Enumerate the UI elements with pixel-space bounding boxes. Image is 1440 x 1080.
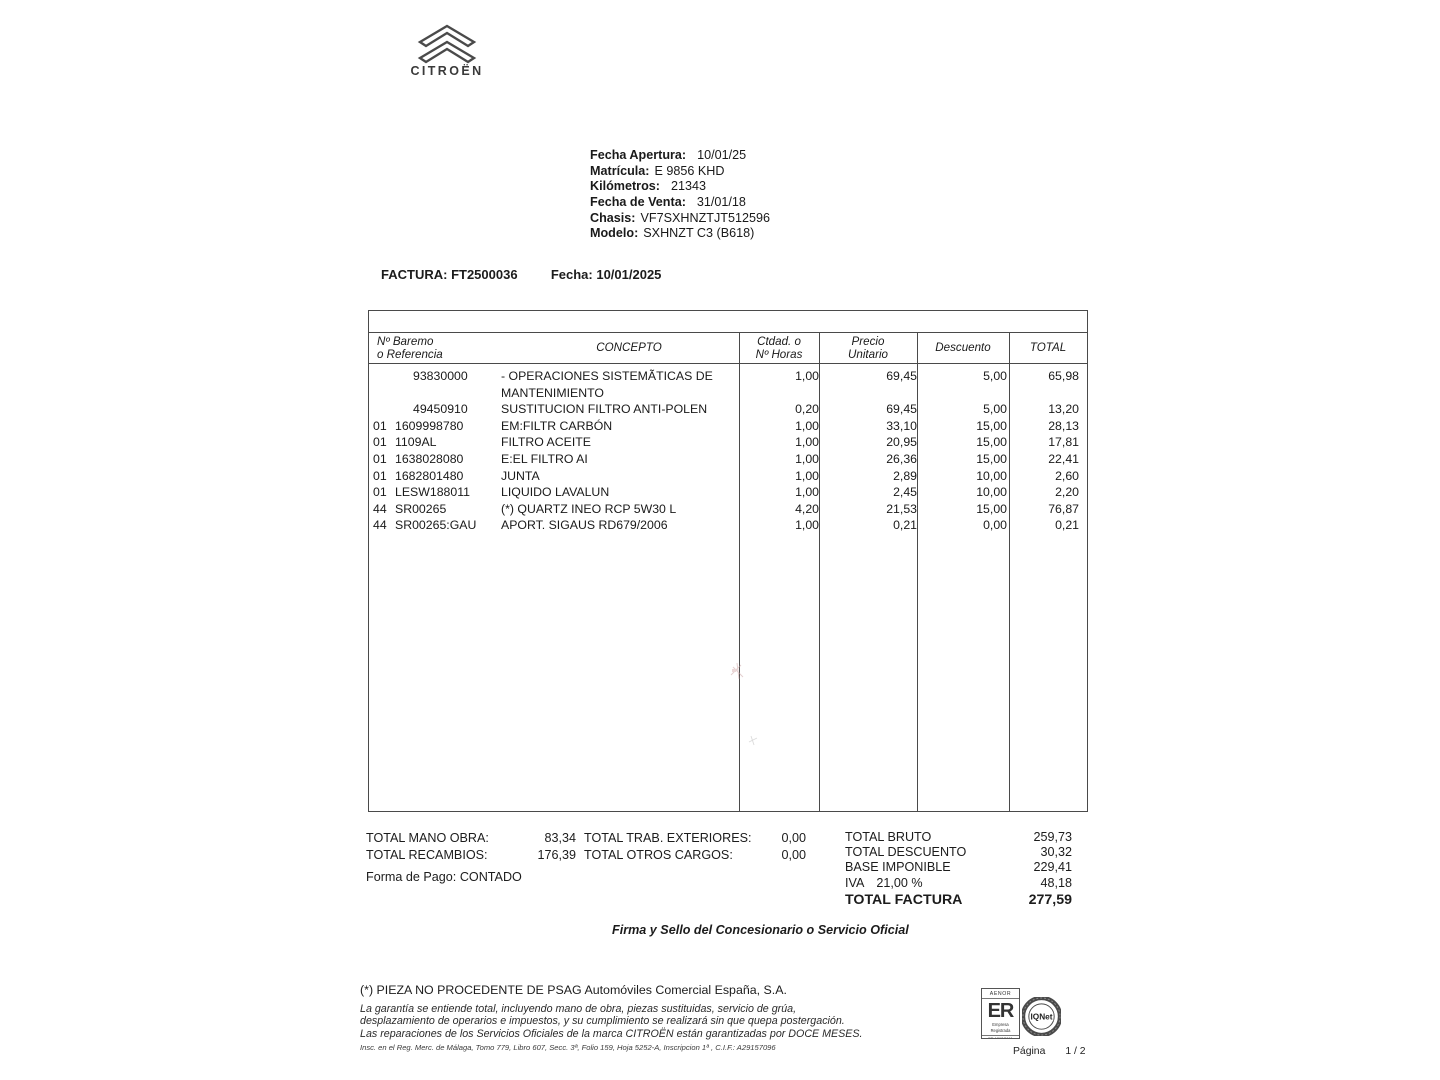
label-fecha-venta: Fecha de Venta: bbox=[590, 195, 686, 210]
label-matricula: Matrícula: bbox=[590, 163, 650, 178]
table-header-row bbox=[369, 333, 1087, 364]
value-matricula: E 9856 KHD bbox=[654, 163, 725, 178]
vehicle-row-fecha-apertura bbox=[590, 148, 770, 164]
table-row-continuation: MANTENIMIENTO bbox=[501, 385, 604, 400]
brand-wordmark: CITROËN bbox=[410, 64, 484, 78]
header-precio-unitario: Precio Unitario bbox=[848, 335, 888, 361]
table-top-band bbox=[369, 311, 1087, 333]
aenor-code: ER-1297/2001 bbox=[982, 1035, 1019, 1040]
header-cantidad: Ctdad. o Nº Horas bbox=[755, 335, 803, 361]
scan-artifact-icon bbox=[747, 734, 761, 748]
label-otros-cargos: TOTAL OTROS CARGOS: bbox=[584, 848, 733, 862]
legal-line-2: desplazamiento de operarios e impuestos, y su cumplimiento se realizará sin que quepa postergación. bbox=[360, 1015, 845, 1028]
table-rows bbox=[369, 364, 1087, 535]
value-base-imponible: 229,41 bbox=[1033, 860, 1072, 875]
value-forma-pago: CONTADO bbox=[459, 870, 522, 884]
label-total-factura: TOTAL FACTURA bbox=[845, 891, 963, 908]
header-total: TOTAL bbox=[1029, 341, 1067, 355]
table-row: 01 1682801480 JUNTA 1,00 2,89 10,00 2,60 bbox=[373, 468, 1079, 483]
label-trab-exteriores: TOTAL TRAB. EXTERIORES: bbox=[584, 831, 752, 845]
label-fecha-apertura: Fecha Apertura: bbox=[590, 148, 687, 162]
page-label: Página bbox=[1013, 1046, 1046, 1057]
vehicle-row-kilometros bbox=[590, 179, 770, 195]
citroen-chevrons-icon bbox=[398, 22, 496, 66]
header-concepto: CONCEPTO bbox=[596, 341, 662, 355]
label-mano-obra: TOTAL MANO OBRA: bbox=[366, 831, 489, 845]
line-items-table bbox=[368, 310, 1088, 812]
value-total-bruto: 259,73 bbox=[1033, 830, 1072, 844]
label-forma-pago: Forma de Pago: bbox=[366, 870, 457, 884]
header-referencia: Nº Baremo o Referencia bbox=[377, 335, 443, 361]
value-total-factura: 277,59 bbox=[1028, 891, 1072, 908]
table-row: 49450910 SUSTITUCION FILTRO ANTI-POLEN 0,20 69,45 5,00 13,20 bbox=[413, 402, 1079, 417]
table-row: 01 1609998780 EM:FILTR CARBÓN 1,00 33,10 15,00 28,13 bbox=[373, 418, 1079, 433]
iqnet-certification-icon bbox=[1022, 997, 1061, 1036]
iqnet-label: IQNet bbox=[1030, 1012, 1053, 1022]
legal-line-1: La garantía se entiende total, incluyendo mano de obra, piezas sustituidas, servicio de grúa, bbox=[360, 1003, 797, 1015]
table-row: 01 1638028080 E:EL FILTRO AI 1,00 26,36 15,00 22,41 bbox=[373, 451, 1079, 466]
table-row: 01 LESW188011 LIQUIDO LAVALUN 1,00 2,45 10,00 2,20 bbox=[373, 485, 1079, 500]
aenor-label: AENOR bbox=[982, 991, 1019, 999]
value-factura: FT2500036 bbox=[451, 267, 518, 282]
value-recambios: 176,39 bbox=[537, 848, 576, 862]
vehicle-row-fecha-venta bbox=[590, 195, 770, 211]
label-fecha: Fecha: bbox=[550, 267, 593, 282]
vehicle-row-modelo bbox=[590, 226, 770, 242]
value-modelo: SXHNZT C3 (B618) bbox=[643, 226, 755, 241]
registry-info: Insc. en el Reg. Merc. de Málaga, Tomo 779, Libro 607, Secc. 3ª, Folio 159, Hoja 5252-A, Inscripcion 1ª , C.I.F.: A29157096 bbox=[360, 1043, 776, 1052]
value-trab-exteriores: 0,00 bbox=[781, 831, 806, 845]
label-total-bruto: TOTAL BRUTO bbox=[845, 830, 932, 844]
value-otros-cargos: 0,00 bbox=[781, 848, 806, 862]
scan-artifact-icon bbox=[727, 659, 757, 689]
value-total-descuento: 30,32 bbox=[1040, 845, 1072, 860]
page-value: 1 / 2 bbox=[1065, 1046, 1086, 1057]
label-modelo: Modelo: bbox=[590, 226, 639, 241]
payment-method bbox=[366, 870, 522, 884]
aenor-sub-1: Empresa bbox=[992, 1021, 1009, 1027]
aenor-sub-2: Registrada bbox=[990, 1027, 1011, 1033]
label-total-descuento: TOTAL DESCUENTO bbox=[845, 845, 967, 860]
table-body bbox=[369, 364, 1087, 811]
table-row: 44 SR00265:GAU APORT. SIGAUS RD679/2006 1,00 0,21 0,00 0,21 bbox=[373, 518, 1079, 533]
label-iva: IVA 21,00 % bbox=[845, 875, 923, 890]
label-recambios: TOTAL RECAMBIOS: bbox=[366, 848, 488, 862]
value-iva-percent: 21,00 % bbox=[876, 875, 923, 890]
label-chasis: Chasis: bbox=[590, 210, 636, 225]
table-row: 44 SR00265 (*) QUARTZ INEO RCP 5W30 L 4,20 21,53 15,00 76,87 bbox=[373, 501, 1079, 516]
aenor-mark: ER bbox=[987, 999, 1014, 1022]
value-iva: 48,18 bbox=[1040, 875, 1072, 890]
legal-line-3: Las reparaciones de los Servicios Oficiales de la marca CITROËN están garantizadas por DOCE MESES. bbox=[360, 1027, 863, 1040]
warranty-legal-text bbox=[360, 1003, 863, 1040]
value-fecha: 10/01/2025 bbox=[596, 267, 662, 282]
vehicle-row-matricula bbox=[590, 164, 770, 180]
value-kilometros: 21343 bbox=[670, 179, 707, 194]
vehicle-row-chasis bbox=[590, 211, 770, 227]
asterisk-footnote: (*) PIEZA NO PROCEDENTE DE PSAG Automóviles Comercial España, S.A. bbox=[360, 983, 787, 997]
label-kilometros: Kilómetros: bbox=[590, 179, 660, 194]
vehicle-details bbox=[590, 148, 770, 242]
aenor-certification-icon bbox=[981, 988, 1020, 1039]
citroen-logo bbox=[398, 22, 496, 80]
page-number bbox=[1013, 1046, 1086, 1057]
header-descuento: Descuento bbox=[935, 341, 991, 355]
label-factura: FACTURA: bbox=[381, 267, 448, 282]
table-row: 01 1109AL FILTRO ACEITE 1,00 20,95 15,00 17,81 bbox=[373, 435, 1079, 450]
value-chasis: VF7SXHNZTJT512596 bbox=[640, 210, 770, 225]
invoice-header-line bbox=[381, 267, 661, 282]
value-fecha-venta: 31/01/18 bbox=[696, 195, 746, 210]
table-row: 93830000 - OPERACIONES SISTEMÃTICAS DE 1,00 69,45 5,00 65,98 bbox=[413, 369, 1079, 383]
label-base-imponible: BASE IMPONIBLE bbox=[845, 860, 951, 875]
value-mano-obra: 83,34 bbox=[544, 831, 576, 845]
value-fecha-apertura: 10/01/25 bbox=[697, 148, 747, 162]
signature-stamp-note: Firma y Sello del Concesionario o Servicio Oficial bbox=[612, 923, 909, 937]
